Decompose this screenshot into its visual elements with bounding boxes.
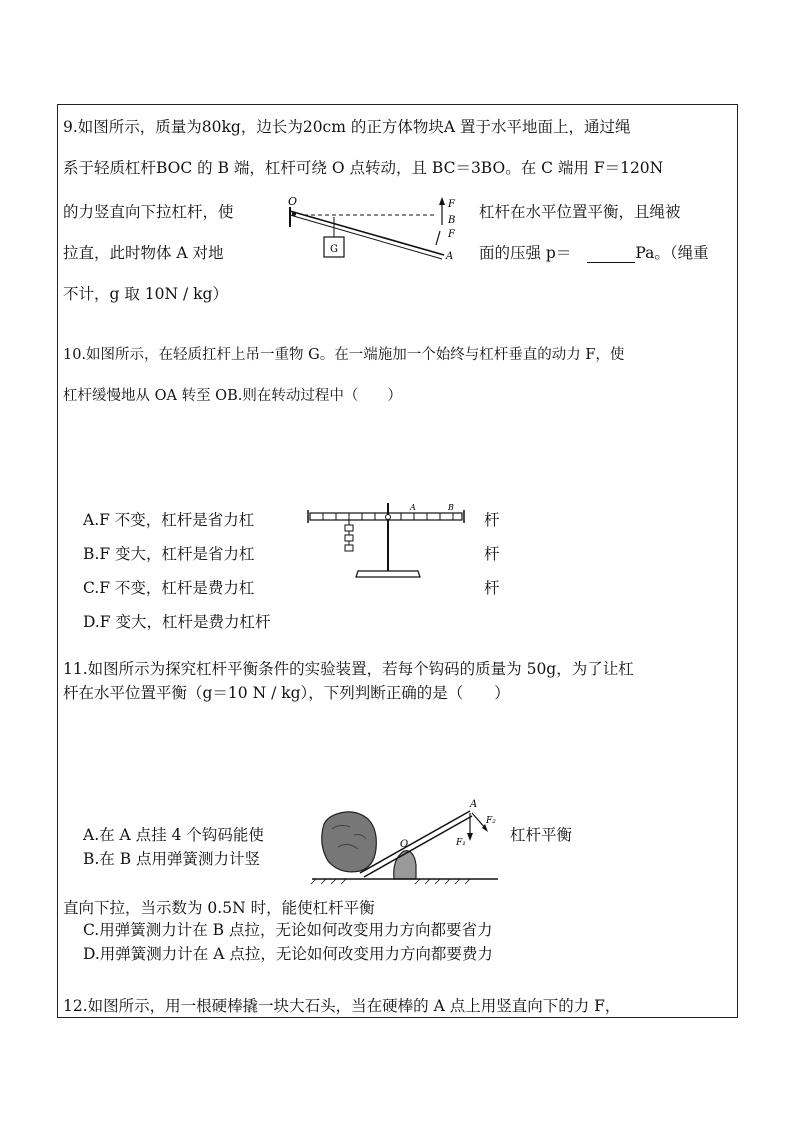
q9-lever-figure <box>286 197 466 277</box>
q10-tail-c: 杆 <box>484 579 500 597</box>
q10-lever-stand-figure <box>306 499 471 584</box>
fig-label-F1: F₁ <box>456 838 466 848</box>
q10-tail-a: 杆 <box>484 511 500 529</box>
q9-line4b <box>479 243 709 263</box>
q10-option-c: C.F 不变，杠杆是费力杠 <box>83 579 255 597</box>
q9-unit: Pa。（绳重 <box>635 244 709 262</box>
q11-line2: 杆在水平位置平衡（g＝10 N / kg），下列判断正确的是（ ） <box>63 684 510 702</box>
q9-line3b: 杠杆在水平位置平衡，且绳被 <box>479 203 681 221</box>
fig-label-A: A <box>446 251 454 262</box>
q12-line1: 12.如图所示，用一根硬棒撬一块大石头，当在硬棒的 A 点上用竖直向下的力 F， <box>63 997 621 1015</box>
q11-option-a: A.在 A 点挂 4 个钩码能使 <box>83 826 264 844</box>
fig-label-F2: F₂ <box>486 816 496 826</box>
q10-tail-b: 杆 <box>484 545 500 563</box>
q9-pressure-label: 面的压强 p＝ <box>479 244 572 262</box>
q10-line1: 10.如图所示，在轻质扛杆上吊一重物 G。在一端施加一个始终与杠杆垂直的动力 F，使 <box>63 347 625 363</box>
fig-label-O: O <box>288 195 298 208</box>
q10-line2: 杠杆缓慢地从 OA 转至 OB.则在转动过程中（ ） <box>63 388 402 404</box>
fig-label-O: O <box>400 839 409 850</box>
fig-label-A: A <box>410 503 416 512</box>
fig-label-B: B <box>448 215 456 226</box>
q9-line1: 9.如图所示，质量为80kg，边长为20cm 的正方体物块A 置于水平地面上，通过绳 <box>63 118 631 136</box>
q11-option-b: B.在 B 点用弹簧测力计竖 <box>83 850 261 868</box>
answer-blank <box>587 246 635 263</box>
q11-option-b-continued: 直向下拉，当示数为 0.5N 时，能使杠杆平衡 <box>63 899 375 917</box>
q9-line2: 系于轻质杠杆BOC 的 B 端，杠杆可绕 O 点转动，且 BC＝3BO。在 C 端用 F＝120N <box>63 159 664 177</box>
q11-option-c: C.用弹簧测力计在 B 点拉，无论如何改变用力方向都要省力 <box>83 921 493 939</box>
fig-label-A: A <box>470 799 478 810</box>
question-frame <box>57 104 738 1018</box>
q10-option-d: D.F 变大，杠杆是费力杠杆 <box>83 613 271 631</box>
q10-option-b: B.F 变大，杠杆是省力杠 <box>83 545 255 563</box>
fig-label-F2: F <box>448 229 455 240</box>
q11-option-a-tail: 杠杆平衡 <box>510 826 573 844</box>
q11-rock-lever-figure <box>310 789 500 884</box>
q9-line4a: 拉直，此时物体 A 对地 <box>63 244 224 262</box>
q11-line1: 11.如图所示为探究杠杆平衡条件的实验装置，若每个钩码的质量为 50g，为了让杠 <box>63 660 634 678</box>
q10-option-a: A.F 不变，杠杆是省力杠 <box>83 511 255 529</box>
q9-line3a: 的力竖直向下拉杠杆，使 <box>63 203 234 221</box>
q9-line5: 不计，g 取 10N / kg） <box>63 285 228 303</box>
q11-option-d: D.用弹簧测力计在 A 点拉，无论如何改变用力方向都要费力 <box>83 945 493 963</box>
fig-label-B: B <box>448 503 454 512</box>
fig-label-G: G <box>330 244 338 255</box>
fig-label-F: F <box>448 199 455 210</box>
